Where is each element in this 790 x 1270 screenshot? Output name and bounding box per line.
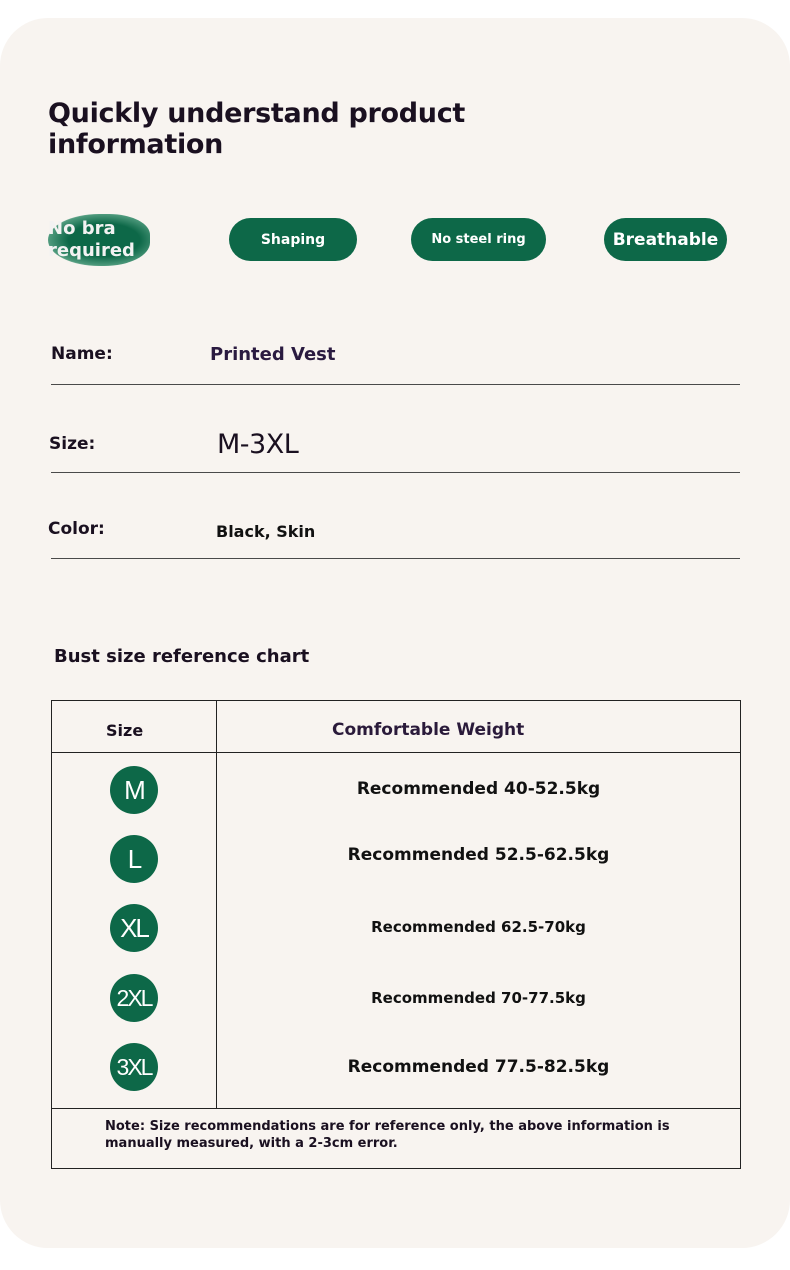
chart-title: Bust size reference chart xyxy=(54,646,310,667)
recommendation-2xl: Recommended 70-77.5kg xyxy=(371,989,586,1007)
page-title: Quickly understand product information xyxy=(48,98,466,160)
size-badge-xl: XL xyxy=(110,904,158,952)
color-value: Black, Skin xyxy=(216,522,316,541)
recommendation-xl: Recommended 62.5-70kg xyxy=(371,918,586,936)
feature-label: No bra required xyxy=(48,218,135,261)
size-note: Note: Size recommendations are for reference only, the above information is manually measured, with a 2-3cm error. xyxy=(105,1119,670,1151)
header-divider xyxy=(52,752,740,753)
size-badge-m: M xyxy=(110,766,158,814)
divider xyxy=(51,384,740,385)
column-divider xyxy=(216,701,217,1108)
name-label: Name: xyxy=(51,344,113,364)
divider xyxy=(51,558,740,559)
size-value: M-3XL xyxy=(217,429,299,460)
recommendation-m: Recommended 40-52.5kg xyxy=(356,779,601,799)
name-value: Printed Vest xyxy=(210,344,336,365)
recommendation-l: Recommended 52.5-62.5kg xyxy=(347,845,610,865)
header-weight: Comfortable Weight xyxy=(332,720,525,740)
size-badge-2xl: 2XL xyxy=(110,974,158,1022)
size-badge-3xl: 3XL xyxy=(110,1043,158,1091)
divider xyxy=(51,472,740,473)
feature-badge-no-bra xyxy=(48,214,150,266)
feature-badge-breathable xyxy=(604,218,727,261)
feature-label: Breathable xyxy=(612,229,719,250)
feature-label: Shaping xyxy=(260,231,326,248)
recommendation-3xl: Recommended 77.5-82.5kg xyxy=(347,1057,610,1077)
note-divider xyxy=(52,1108,740,1109)
feature-label: No steel ring xyxy=(431,232,526,247)
size-chart-table xyxy=(51,700,741,1169)
size-badge-l: L xyxy=(110,835,158,883)
size-label: Size: xyxy=(49,434,96,454)
color-label: Color: xyxy=(48,519,105,539)
header-size: Size xyxy=(106,721,144,740)
feature-badge-no-steel-ring xyxy=(411,218,546,261)
feature-badge-shaping xyxy=(229,218,357,261)
